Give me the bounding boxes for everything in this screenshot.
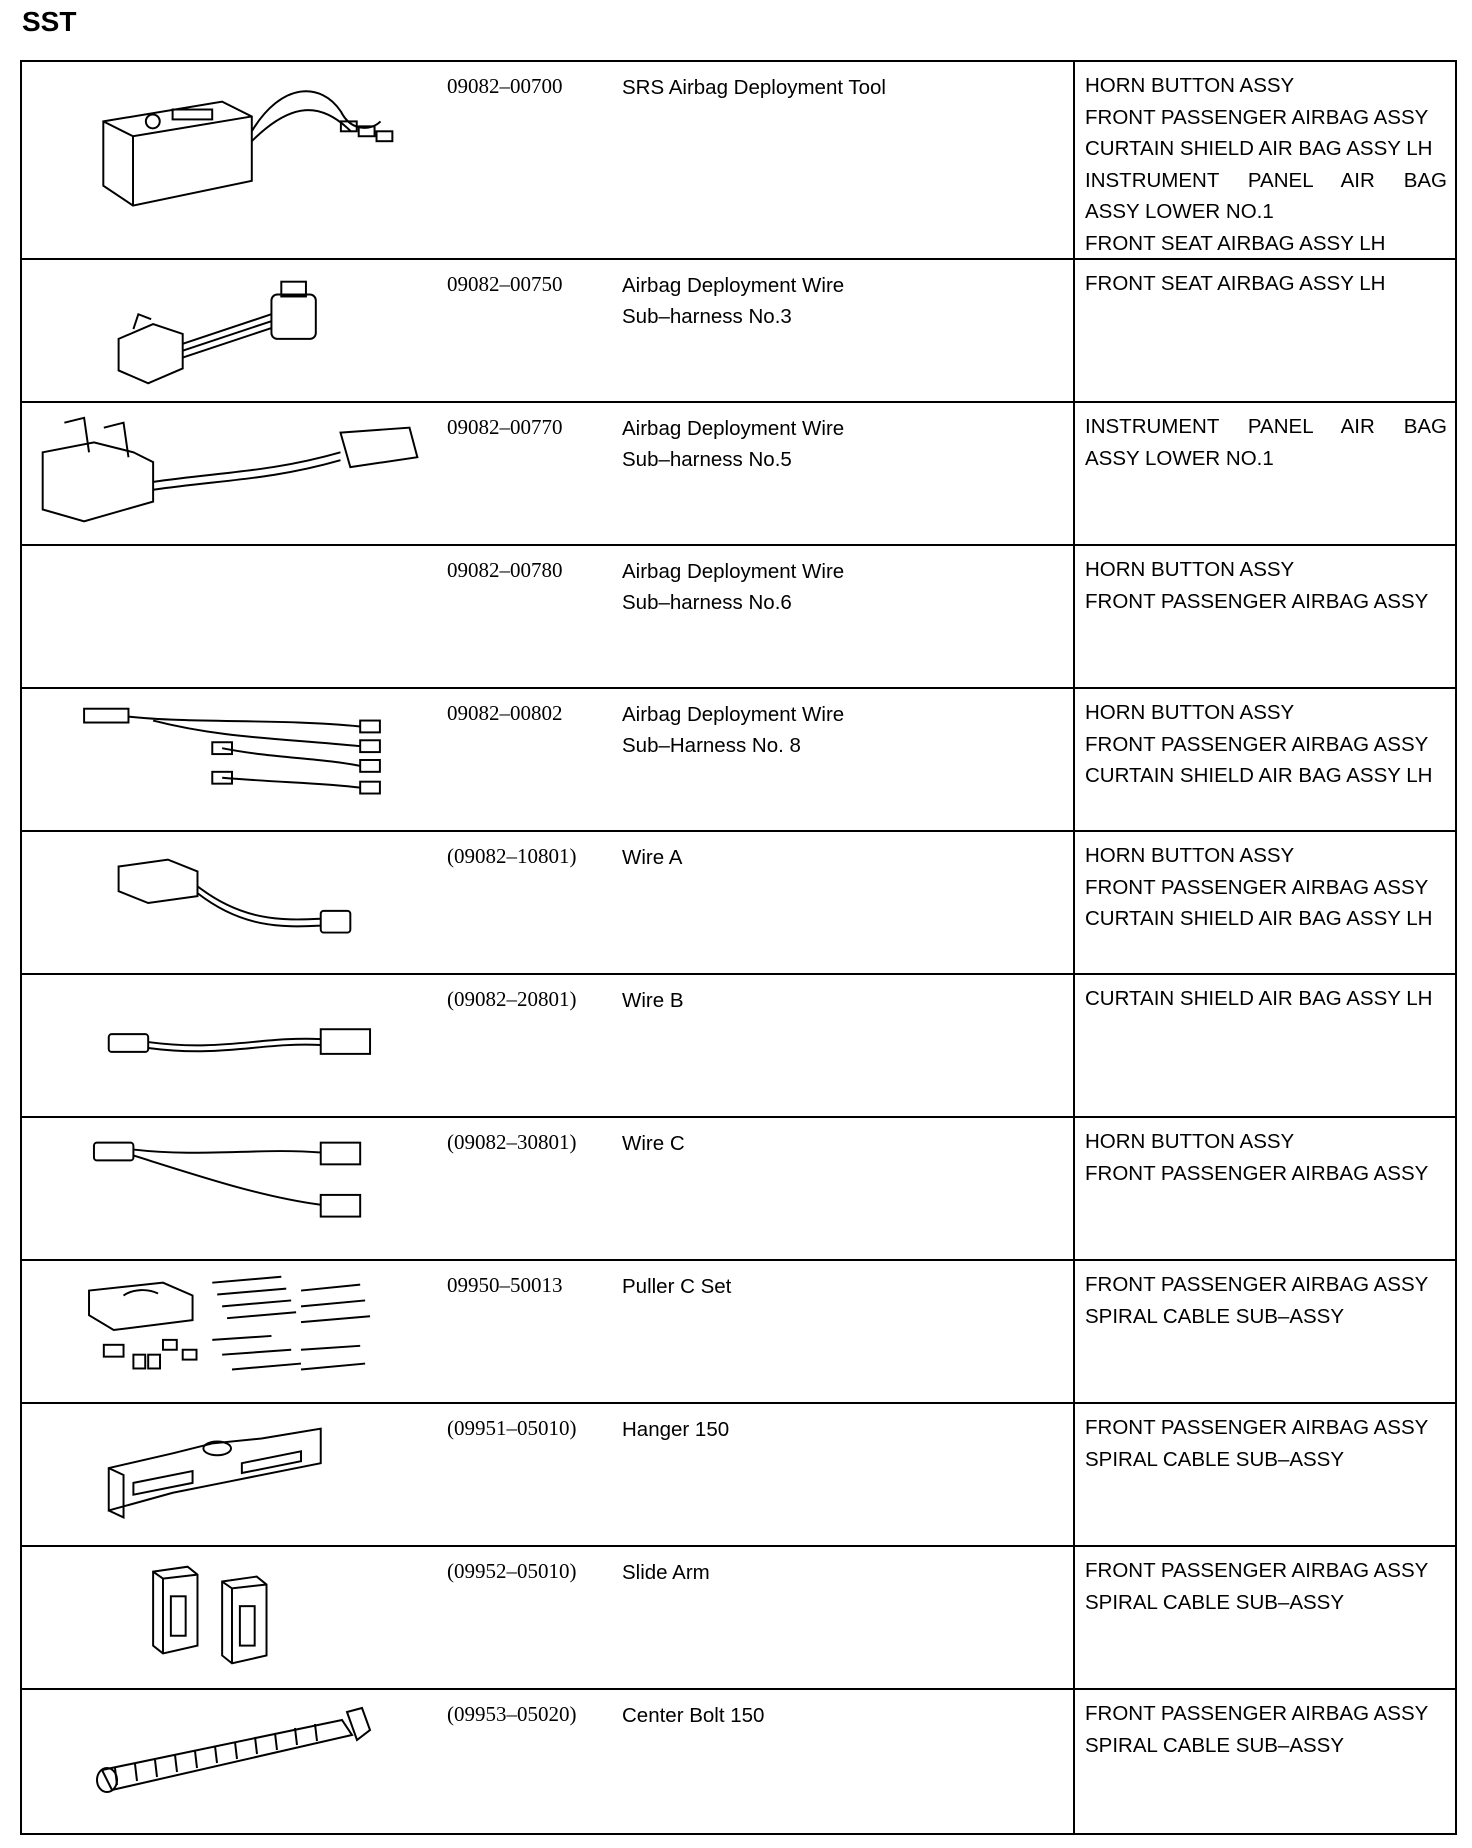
usage-list: FRONT PASSENGER AIRBAG ASSY SPIRAL CABLE SUB–ASSY xyxy=(1073,1690,1457,1833)
part-code: 09082–00750 xyxy=(447,272,563,296)
part-code: (09082–20801) xyxy=(447,987,577,1011)
usage-list: HORN BUTTON ASSY FRONT PASSENGER AIRBAG ASSY xyxy=(1073,1118,1457,1259)
usage-list: HORN BUTTON ASSY FRONT PASSENGER AIRBAG ASSY xyxy=(1073,546,1457,687)
part-name: Wire A xyxy=(622,846,683,869)
sst-table xyxy=(20,60,1457,1835)
part-name: Hanger 150 xyxy=(622,1418,730,1441)
table-row xyxy=(22,689,1455,832)
table-row xyxy=(22,403,1455,546)
slide-arm-icon xyxy=(22,1547,442,1688)
part-code: (09952–05010) xyxy=(447,1559,577,1583)
table-row xyxy=(22,62,1455,260)
part-code: (09082–30801) xyxy=(447,1130,577,1154)
part-code: 09082–00802 xyxy=(447,701,563,725)
usage-list: HORN BUTTON ASSY FRONT PASSENGER AIRBAG ASSY CURTAIN SHIELD AIR BAG ASSY LH xyxy=(1073,832,1457,973)
part-name: Slide Arm xyxy=(622,1561,710,1584)
usage-list: FRONT PASSENGER AIRBAG ASSY SPIRAL CABLE SUB–ASSY xyxy=(1073,1261,1457,1402)
usage-list: FRONT SEAT AIRBAG ASSY LH xyxy=(1073,260,1457,401)
wire-a-icon xyxy=(22,832,442,973)
table-row xyxy=(22,546,1455,689)
part-name: Wire B xyxy=(622,989,684,1012)
usage-list: FRONT PASSENGER AIRBAG ASSY SPIRAL CABLE SUB–ASSY xyxy=(1073,1404,1457,1545)
part-code: 09950–50013 xyxy=(447,1273,563,1297)
table-row xyxy=(22,1118,1455,1261)
part-name: Airbag Deployment Wire Sub–harness No.3 xyxy=(622,274,845,328)
part-name: Airbag Deployment Wire Sub–harness No.5 xyxy=(622,417,845,471)
part-name: Airbag Deployment Wire Sub–harness No.6 xyxy=(622,560,845,614)
table-row xyxy=(22,975,1455,1118)
part-name: Wire C xyxy=(622,1132,685,1155)
usage-list: CURTAIN SHIELD AIR BAG ASSY LH xyxy=(1073,975,1457,1116)
part-name: Airbag Deployment Wire Sub–Harness No. 8 xyxy=(622,703,845,757)
part-code: 09082–00780 xyxy=(447,558,563,582)
table-row xyxy=(22,1690,1455,1833)
usage-list: INSTRUMENT PANEL AIR BAG ASSY LOWER NO.1 xyxy=(1073,403,1457,544)
table-row xyxy=(22,1547,1455,1690)
hanger-icon xyxy=(22,1404,442,1545)
usage-list: FRONT PASSENGER AIRBAG ASSY SPIRAL CABLE SUB–ASSY xyxy=(1073,1547,1457,1688)
wire-sub-harness-8-icon xyxy=(22,689,442,830)
table-row xyxy=(22,260,1455,403)
part-code: 09082–00770 xyxy=(447,415,563,439)
part-code: (09082–10801) xyxy=(447,844,577,868)
part-name: SRS Airbag Deployment Tool xyxy=(622,76,886,99)
part-name: Puller C Set xyxy=(622,1275,732,1298)
page-title: SST xyxy=(22,6,77,37)
part-code: 09082–00700 xyxy=(447,74,563,98)
puller-c-set-icon xyxy=(22,1261,442,1402)
wire-b-icon xyxy=(22,975,442,1116)
table-row xyxy=(22,1404,1455,1547)
part-code: (09951–05010) xyxy=(447,1416,577,1440)
wire-c-icon xyxy=(22,1118,442,1259)
center-bolt-icon xyxy=(22,1690,442,1833)
usage-list: HORN BUTTON ASSY FRONT PASSENGER AIRBAG ASSY CURTAIN SHIELD AIR BAG ASSY LH INSTRUMENT PANEL AIR BAG ASSY LOWER NO.1 FRONT SEAT AIRBAG ASSY LH xyxy=(1073,62,1457,258)
part-code: (09953–05020) xyxy=(447,1702,577,1726)
table-row xyxy=(22,832,1455,975)
usage-list: HORN BUTTON ASSY FRONT PASSENGER AIRBAG ASSY CURTAIN SHIELD AIR BAG ASSY LH xyxy=(1073,689,1457,830)
table-row xyxy=(22,1261,1455,1404)
wire-sub-harness-5-icon xyxy=(22,403,442,544)
part-name: Center Bolt 150 xyxy=(622,1704,765,1727)
deployment-tool-icon xyxy=(22,62,442,258)
wire-sub-harness-3-icon xyxy=(22,260,442,401)
